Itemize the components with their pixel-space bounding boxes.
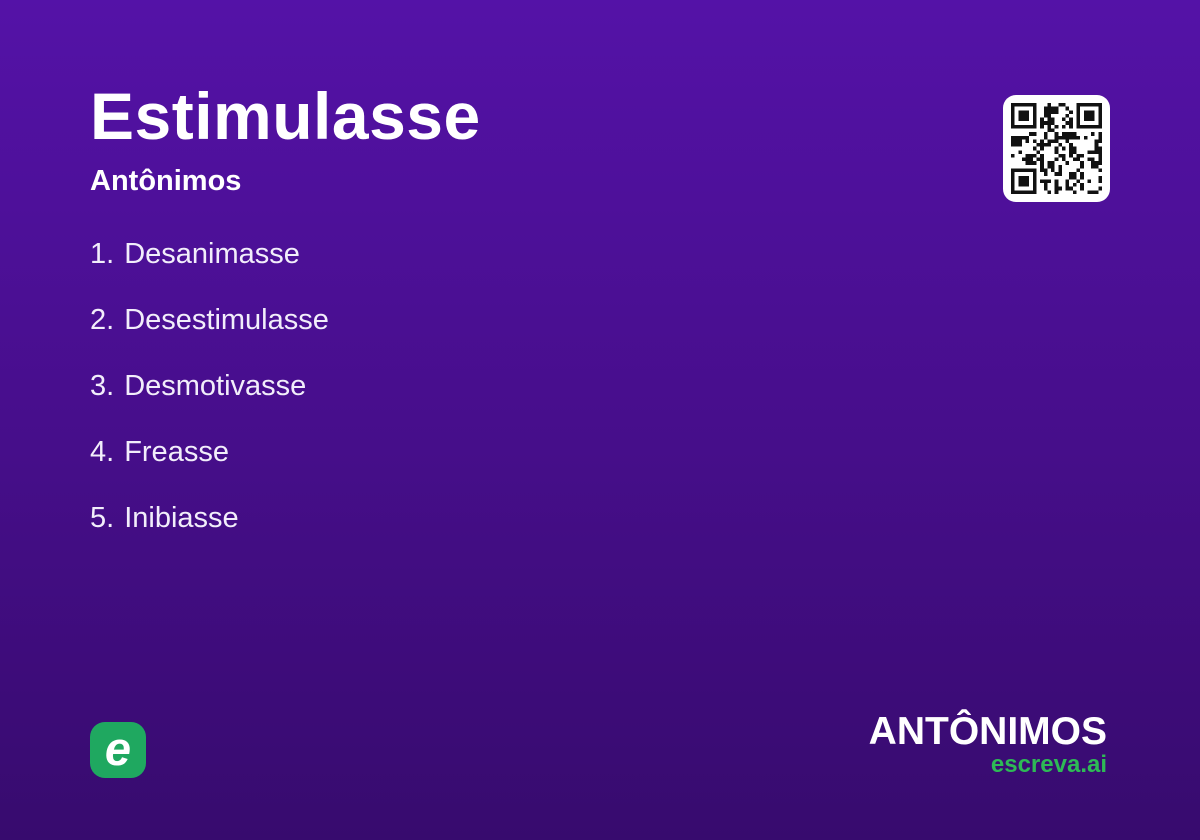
list-item-word: Desestimulasse (124, 304, 329, 336)
page-title: Estimulasse (90, 79, 481, 153)
list-item-word: Inibiasse (124, 502, 239, 534)
escreva-logo (90, 722, 146, 778)
qr-code (1003, 95, 1110, 202)
antonyms-list (90, 240, 329, 570)
list-item-number: 5. (90, 502, 115, 534)
list-item (90, 306, 329, 335)
list-item-number: 3. (90, 370, 115, 402)
list-item-number: 1. (90, 238, 115, 270)
list-item-word: Desmotivasse (124, 370, 307, 402)
footer-brand-block (869, 712, 1107, 777)
list-item-number: 2. (90, 304, 115, 336)
footer-brand: ANTÔNIMOS (868, 710, 1107, 753)
list-item-number: 4. (90, 436, 115, 468)
list-item (90, 504, 329, 533)
list-item (90, 438, 329, 467)
list-item-word: Desanimasse (124, 238, 300, 270)
list-item (90, 240, 329, 269)
qr-code-pattern (1011, 103, 1102, 194)
escreva-logo-letter: e (104, 721, 132, 775)
subtitle: Antônimos (90, 165, 242, 197)
list-item (90, 372, 329, 401)
list-item-word: Freasse (124, 436, 229, 468)
footer-site: escreva.ai (990, 751, 1107, 778)
